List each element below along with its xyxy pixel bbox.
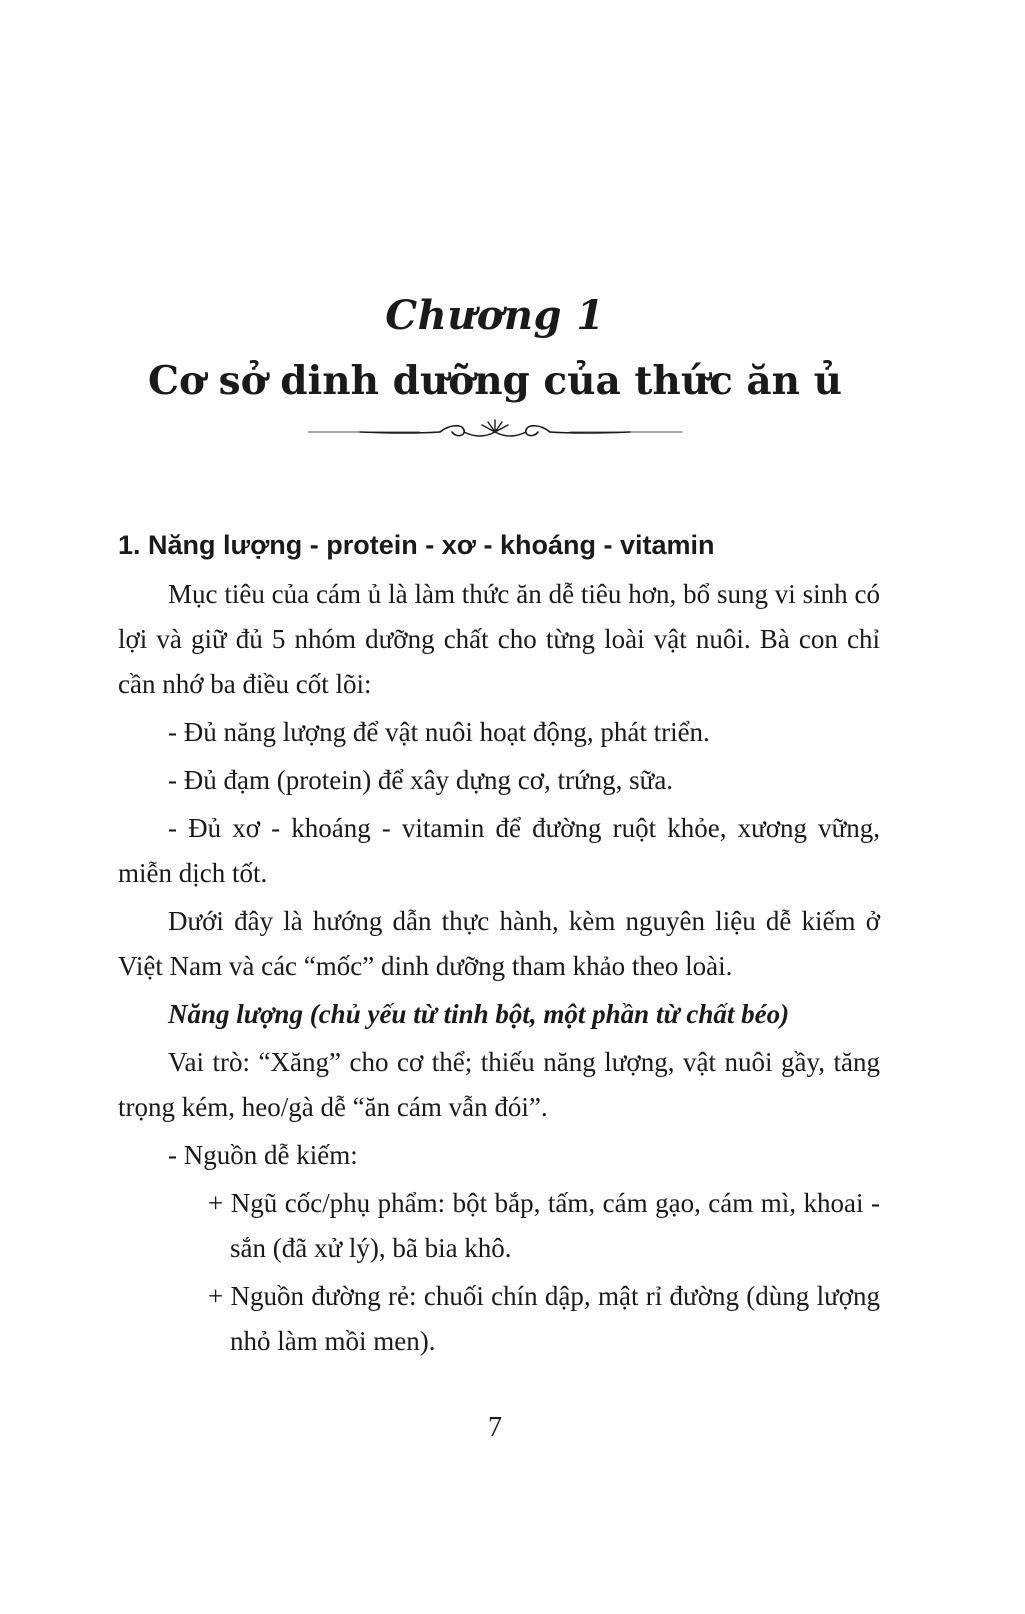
flourish-divider-icon: [300, 410, 690, 450]
chapter-title: Cơ sở dinh dưỡng của thức ăn ủ: [148, 358, 842, 404]
page-number: 7: [488, 1412, 502, 1443]
energy-subheading: Năng lượng (chủ yếu từ tinh bột, một phần từ chất béo): [168, 999, 790, 1029]
list-item: + Nguồn đường rẻ: chuối chín dập, mật rỉ đường (dùng lượng nhỏ làm mồi men).: [208, 1281, 880, 1356]
outro-paragraph: Dưới đây là hướng dẫn thực hành, kèm nguyên liệu dễ kiếm ở Việt Nam và các “mốc” dinh dưỡng tham khảo theo loài.: [118, 906, 880, 981]
chapter-number: Chương 1: [385, 292, 605, 339]
sources-label: - Nguồn dễ kiếm:: [168, 1140, 358, 1170]
intro-paragraph: Mục tiêu của cám ủ là làm thức ăn dễ tiêu hơn, bổ sung vi sinh có lợi và giữ đủ 5 nhóm dưỡng chất cho từng loài vật nuôi. Bà con chỉ cần nhớ ba điều cốt lõi:: [118, 579, 880, 699]
main-content: [118, 520, 880, 1367]
list-item: - Đủ năng lượng để vật nuôi hoạt động, phát triển.: [168, 717, 710, 747]
list-item: + Ngũ cốc/phụ phẩm: bột bắp, tấm, cám gạo, cám mì, khoai - sắn (đã xử lý), bã bia khô.: [208, 1188, 880, 1263]
section-heading: 1. Năng lượng - protein - xơ - khoáng - vitamin: [118, 530, 715, 560]
list-item: - Đủ xơ - khoáng - vitamin để đường ruột khỏe, xương vững, miễn dịch tốt.: [118, 813, 880, 888]
list-item: - Đủ đạm (protein) để xây dựng cơ, trứng, sữa.: [168, 765, 674, 795]
energy-role-paragraph: Vai trò: “Xăng” cho cơ thể; thiếu năng lượng, vật nuôi gầy, tăng trọng kém, heo/gà dễ “ăn cám vẫn đói”.: [118, 1047, 880, 1122]
